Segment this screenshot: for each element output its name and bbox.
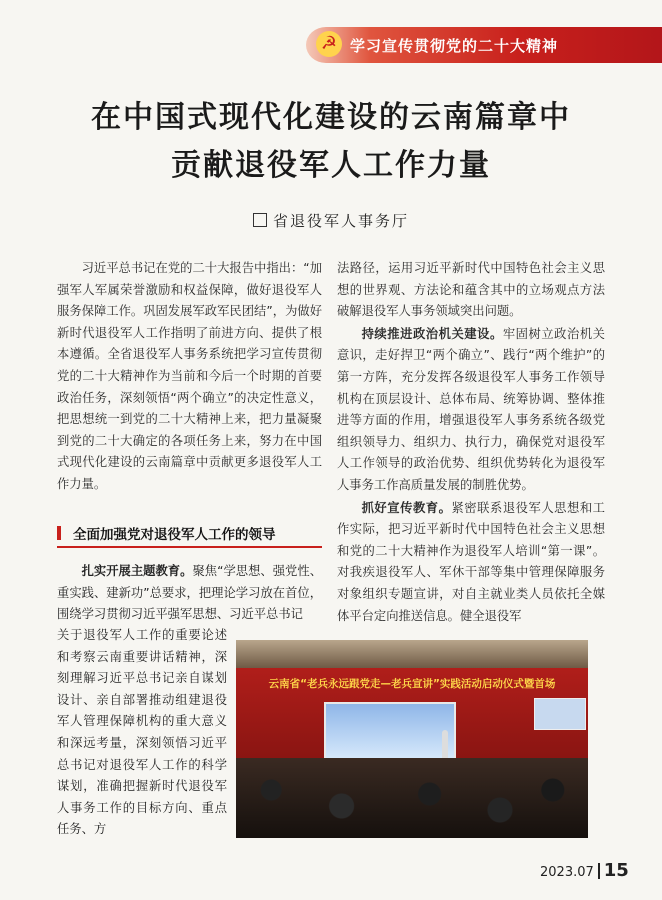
page-footer [540,860,629,881]
photo-ceiling [236,640,588,668]
photo-screen [324,702,456,760]
right-paragraph-3-lead: 抓好宣传教育。 [361,499,452,515]
article-title-line2: 贡献退役军人工作力量 [171,148,491,183]
issue-date: 2023.07 [540,865,594,880]
paragraph-continuation: 关于退役军人工作的重要论述和考察云南重要讲话精神，深刻理解习近平总书记亲自谋划设计、亲自部署推动组建退役军人管理保障机构的重大意义和深远考量，深刻领悟习近平总书记对退役军人工作的科学谋划，准确把握新时代退役军人事务工作的目标方向、重点任务、方 [57,628,227,837]
banner-text: 学习宣传贯彻党的二十大精神 [350,37,559,55]
byline-author: 省退役军人事务厅 [272,212,409,230]
byline [0,210,662,231]
right-paragraph-1: 法路径，运用习近平新时代中国特色社会主义思想的世界观、方法论和蕴含其中的立场观点方法破解退役军人事务领域突出问题。 [337,261,605,319]
paragraph-text: 聚焦“学思想、强党性、重实践、建新功”总要求，把理论学习放在首位，围绕学习贯彻习近平强军思想、习近平总书记 [57,564,322,622]
photo-side-screen [534,698,586,730]
photo-audience [236,758,588,838]
page-number: 15 [603,860,629,881]
left-column-after-heading [57,560,322,626]
right-paragraph-2: 牢固树立政治机关意识，走好捍卫“两个确立”、践行“两个维护”的第一方阵，充分发挥各级退役军人事务工作领导机构在顶层设计、总体布局、统筹协调、整体推进等方面的作用，增强退役军人事务系统各级党组织领导力、组织力、执行力，确保党对退役军人工作领导的政治优势、组织优势转化为退役军人事务工作高质量发展的制胜优势。 [337,326,605,492]
right-paragraph-2-lead: 持续推进政治机关建设。 [361,325,503,341]
right-column [337,258,605,627]
section-heading [57,520,322,548]
paragraph-lead: 扎实开展主题教育。 [81,563,193,578]
section-banner [306,27,662,63]
footer-separator [598,863,600,879]
byline-box-icon [253,213,267,227]
article-title-line1: 在中国式现代化建设的云南篇章中 [91,100,571,135]
party-emblem-icon: ☭ [316,31,342,57]
left-column-narrow [57,625,227,841]
section-heading-text: 全面加强党对退役军人工作的领导 [73,527,276,543]
section-marker [57,526,61,540]
event-photo [236,640,588,838]
left-column [57,258,322,496]
photo-stage-banner: 云南省“老兵永远跟党走—老兵宣讲”实践活动启动仪式暨首场 [268,678,556,690]
right-paragraph-3: 紧密联系退役军人思想和工作实际，把习近平新时代中国特色社会主义思想和党的二十大精神作为退役军人培训“第一课”。对我疾退役军人、军休干部等集中管理保障服务对象组织专题宣讲，对自主就业类人员依托全媒体平台定向推送信息。健全退役军 [337,500,605,623]
intro-paragraph: 习近平总书记在党的二十大报告中指出：“加强军人军属荣誉激励和权益保障，做好退役军人服务保障工作。巩固发展军政军民团结”，为做好新时代退役军人工作指明了前进方向、提供了根本遵循。全省退役军人事务系统把学习宣传贯彻党的二十大精神作为当前和今后一个时期的首要政治任务，深刻领悟“两个确立”的决定性意义，把思想统一到党的二十大精神上来，把力量凝聚到党的二十大确定的各项任务上来，努力在中国式现代化建设的云南篇章中贡献更多退役军人工作力量。 [57,261,322,491]
